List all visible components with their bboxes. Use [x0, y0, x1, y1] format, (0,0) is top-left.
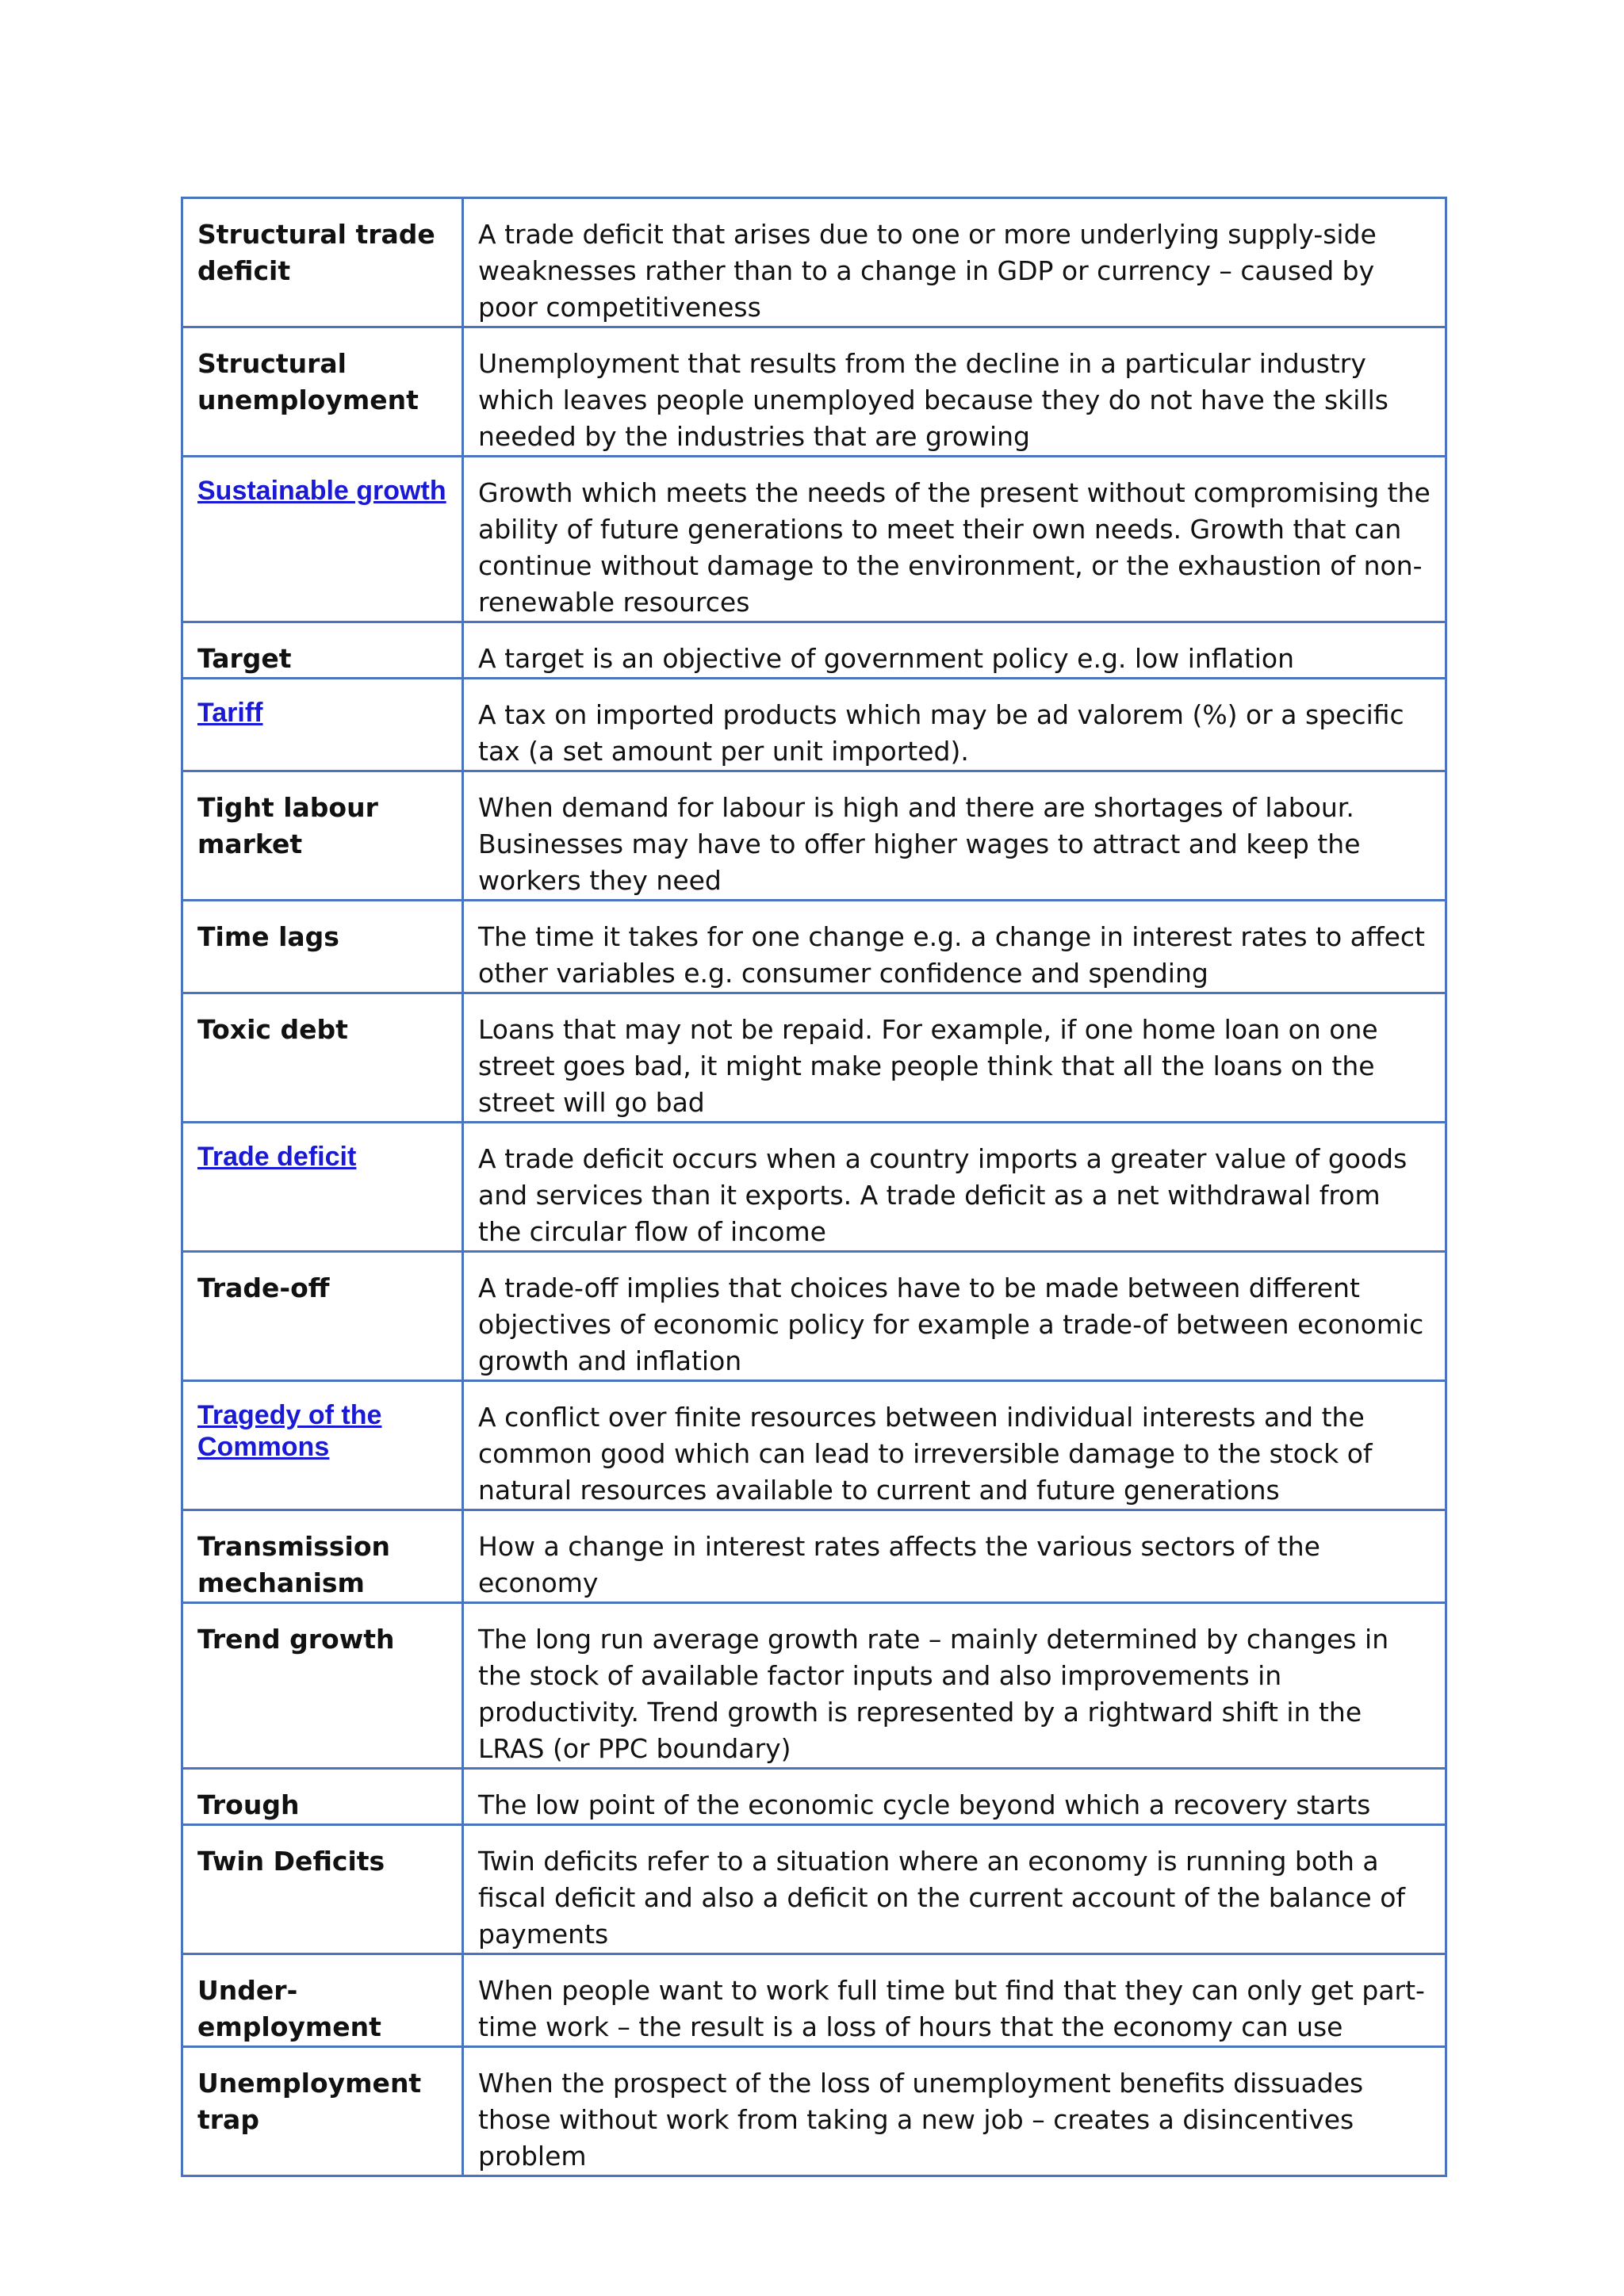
glossary-term: Trough [182, 1769, 463, 1825]
table-row [182, 198, 1446, 327]
table-row [182, 1603, 1446, 1769]
table-row [182, 771, 1446, 901]
glossary-term-link[interactable] [182, 679, 463, 771]
glossary-term: Toxic debt [182, 993, 463, 1123]
glossary-definition: A trade-off implies that choices have to be made between different objectives of economic policy for example a trade-of between economic growth and inflation [463, 1252, 1446, 1381]
glossary-definition: A trade deficit that arises due to one or more underlying supply-side weaknesses rather than to a change in GDP or currency – caused by poor competitiveness [463, 198, 1446, 327]
glossary-term: Trend growth [182, 1603, 463, 1769]
glossary-term: Target [182, 622, 463, 679]
glossary-definition: The long run average growth rate – mainly determined by changes in the stock of available factor inputs and also improvements in productivity. Trend growth is represented by a rightward shift in the LRAS (or PPC boundary) [463, 1603, 1446, 1769]
term-link-text[interactable]: Trade deficit [197, 1142, 357, 1172]
glossary-definition: When demand for labour is high and there are shortages of labour. Businesses may have to offer higher wages to attract and keep the workers they need [463, 771, 1446, 901]
glossary-definition: A trade deficit occurs when a country imports a greater value of goods and services than it exports. A trade deficit as a net withdrawal from the circular flow of income [463, 1123, 1446, 1252]
table-row [182, 1825, 1446, 1954]
glossary-term: Structural trade deficit [182, 198, 463, 327]
table-row [182, 1954, 1446, 2047]
table-row [182, 679, 1446, 771]
glossary-definition: A target is an objective of government policy e.g. low inflation [463, 622, 1446, 679]
term-link-text[interactable]: Sustainable growth [197, 476, 446, 506]
glossary-definition: When the prospect of the loss of unemployment benefits dissuades those without work from taking a new job – creates a disincentives problem [463, 2047, 1446, 2176]
table-row [182, 622, 1446, 679]
glossary-term: Structural unemployment [182, 327, 463, 457]
table-row [182, 901, 1446, 993]
glossary-term: Twin Deficits [182, 1825, 463, 1954]
table-row [182, 327, 1446, 457]
glossary-definition: The low point of the economic cycle beyond which a recovery starts [463, 1769, 1446, 1825]
term-link-text[interactable]: Tragedy of the Commons [197, 1400, 382, 1462]
table-row [182, 2047, 1446, 2176]
glossary-definition: The time it takes for one change e.g. a change in interest rates to affect other variables e.g. consumer confidence and spending [463, 901, 1446, 993]
glossary-term-link[interactable] [182, 457, 463, 622]
table-row [182, 457, 1446, 622]
glossary-definition: A tax on imported products which may be ad valorem (%) or a specific tax (a set amount per unit imported). [463, 679, 1446, 771]
glossary-table [181, 197, 1447, 2177]
glossary-term: Transmission mechanism [182, 1510, 463, 1603]
glossary-definition: Twin deficits refer to a situation where an economy is running both a fiscal deficit and also a deficit on the current account of the balance of payments [463, 1825, 1446, 1954]
table-row [182, 1510, 1446, 1603]
glossary-term: Tight labour market [182, 771, 463, 901]
glossary-definition: Unemployment that results from the decline in a particular industry which leaves people unemployed because they do not have the skills needed by the industries that are growing [463, 327, 1446, 457]
glossary-definition: A conflict over finite resources between individual interests and the common good which can lead to irreversible damage to the stock of natural resources available to current and future generations [463, 1381, 1446, 1510]
glossary-definition: How a change in interest rates affects the various sectors of the economy [463, 1510, 1446, 1603]
table-row [182, 1123, 1446, 1252]
glossary-term: Trade-off [182, 1252, 463, 1381]
glossary-term: Unemployment trap [182, 2047, 463, 2176]
glossary-term-link[interactable] [182, 1123, 463, 1252]
table-row [182, 1381, 1446, 1510]
glossary-term: Under-employment [182, 1954, 463, 2047]
glossary-definition: When people want to work full time but find that they can only get part-time work – the result is a loss of hours that the economy can use [463, 1954, 1446, 2047]
glossary-term: Time lags [182, 901, 463, 993]
term-link-text[interactable]: Tariff [197, 698, 263, 728]
glossary-term-link[interactable] [182, 1381, 463, 1510]
glossary-definition: Growth which meets the needs of the present without compromising the ability of future generations to meet their own needs. Growth that can continue without damage to the environment, or the exhaustion of non-renewable resources [463, 457, 1446, 622]
table-row [182, 1252, 1446, 1381]
table-row [182, 993, 1446, 1123]
table-row [182, 1769, 1446, 1825]
glossary-definition: Loans that may not be repaid. For example, if one home loan on one street goes bad, it might make people think that all the loans on the street will go bad [463, 993, 1446, 1123]
